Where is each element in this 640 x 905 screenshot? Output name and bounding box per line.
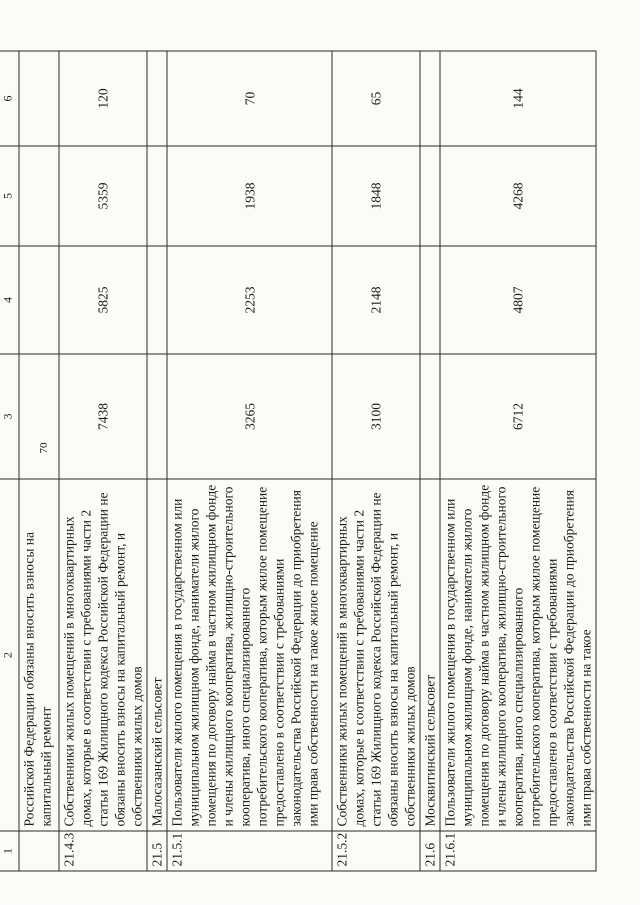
value-col6: 144 [440,51,596,146]
value-col4: 2253 [167,246,332,354]
table-row [167,51,332,871]
value-col4 [420,246,440,354]
row-code [19,831,59,871]
header-cell: 3 [0,354,19,479]
row-code: 21.6.1 [440,831,596,871]
value-col6: 70 [167,51,332,146]
value-col6: 65 [332,51,420,146]
value-col6 [420,51,440,146]
value-col5 [147,146,167,246]
value-col6 [147,51,167,146]
row-text: Москвитинский сельсовет [420,479,440,831]
value-col6 [19,51,59,146]
value-col5: 1938 [167,146,332,246]
row-code: 21.4.3 [59,831,147,871]
table-row [59,51,147,871]
row-code: 21.5.2 [332,831,420,871]
header-cell: 4 [0,246,19,354]
value-col5: 4268 [440,146,596,246]
row-text: Пользователи жилого помещения в государственном или муниципальном жилищном фонде, наниматели жилого помещения по договору найма в частном жилищном фонде и члены жилищного кооператива, жилищно-строительного кооператива, иного специализированного потребительского кооператива, которым жилое помещение предоставлено в соответствии с требованиями законодательства Российской Федерации до приобретения ими права собственности на такое [440,479,596,831]
value-col3 [147,354,167,479]
value-col3: 3265 [167,354,332,479]
value-col3: 7438 [59,354,147,479]
row-text: Российской Федерации обязаны вносить взносы на капитальный ремонт [19,479,59,831]
row-code: 21.5 [147,831,167,871]
value-col3 [420,354,440,479]
table-row [147,51,167,871]
row-code: 21.5.1 [167,831,332,871]
header-cell: 5 [0,146,19,246]
table-row [19,51,59,871]
value-col3 [19,354,59,479]
row-text: Собственники жилых помещений в многоквартирных домах, которые в соответствии с требованиями части 2 статьи 169 Жилищного кодекса Российской Федерации не обязаны вносить взносы на капитальный ремонт, и собственники жилых домов [332,479,420,831]
value-col5 [19,146,59,246]
header-cell: 2 [0,479,19,831]
table-row [332,51,420,871]
value-col6: 120 [59,51,147,146]
page-number: 70 [38,442,50,454]
row-text: Пользователи жилого помещения в государственном или муниципальном жилищном фонде, наниматели жилого помещения по договору найма в частном жилищном фонде и члены жилищного кооператива, жилищно-строительного кооператива, иного специализированного потребительского кооператива, которым жилое помещение предоставлено в соответствии с требованиями законодательства Российской Федерации до приобретения ими права собственности на такое жилое помещение [167,479,332,831]
header-row [0,51,19,871]
value-col3: 3100 [332,354,420,479]
value-col4: 2148 [332,246,420,354]
value-col5 [420,146,440,246]
value-col4: 4807 [440,246,596,354]
header-cell: 6 [0,51,19,146]
tariff-table [0,51,597,872]
row-text: Малосазанский сельсовет [147,479,167,831]
table-row [440,51,596,871]
row-text: Собственники жилых помещений в многоквартирных домах, которые в соответствии с требованиями части 2 статьи 169 Жилищного кодекса Российской Федерации не обязаны вносить взносы на капитальный ремонт, и собственники жилых домов [59,479,147,831]
value-col5: 1848 [332,146,420,246]
value-col5: 5359 [59,146,147,246]
value-col4 [147,246,167,354]
row-code: 21.6 [420,831,440,871]
value-col4 [19,246,59,354]
value-col4: 5825 [59,246,147,354]
table-row [420,51,440,871]
value-col3: 6712 [440,354,596,479]
rotated-table-sheet [0,52,594,872]
header-cell: 1 [0,831,19,871]
